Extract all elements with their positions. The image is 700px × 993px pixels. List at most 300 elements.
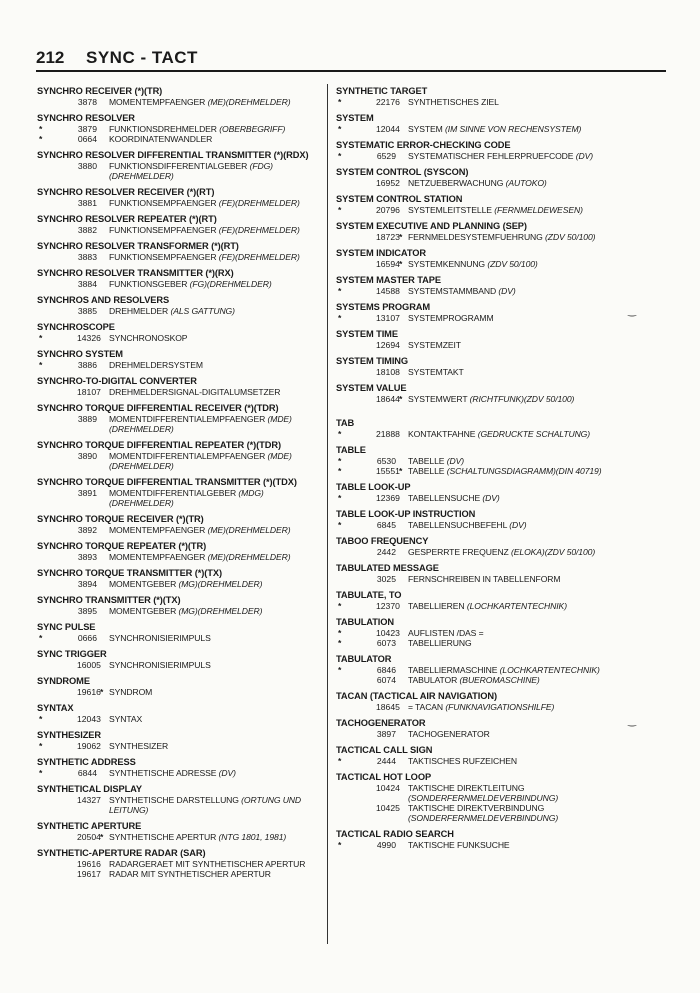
translation xyxy=(408,702,554,712)
entry-term: SYSTEM CONTROL (SYSCON) xyxy=(336,167,469,177)
dictionary-entry xyxy=(37,241,322,262)
translation-text: SYNCHRONISIERIMPULS xyxy=(109,632,211,643)
entry-term: SYNCHRO RESOLVER RECEIVER (*)(RT) xyxy=(37,187,215,197)
translation-line xyxy=(336,178,636,188)
translation-line xyxy=(336,675,636,685)
entry-term: TABOO FREQUENCY xyxy=(336,536,429,546)
usage-note: (DREHMELDER) xyxy=(109,460,174,471)
usage-note: (GEDRUCKTE SCHALTUNG) xyxy=(477,428,591,439)
translation-text: TABELLENSUCHE xyxy=(408,492,481,503)
translation xyxy=(109,859,305,869)
translation xyxy=(408,429,590,439)
usage-note: (SCHALTUNGSDIAGRAMM)(DIN 40719) xyxy=(446,465,602,476)
star-marker: * xyxy=(39,713,43,724)
usage-note: (DV) xyxy=(446,455,464,466)
star-marker: * xyxy=(399,231,403,242)
translation-line xyxy=(336,638,636,648)
translation-text: SYSTEM xyxy=(408,123,443,134)
translation-text: TABELLE xyxy=(408,455,445,466)
translation xyxy=(408,493,500,503)
translation xyxy=(109,832,286,842)
translation xyxy=(408,601,567,611)
entry-number: 6074 xyxy=(376,674,396,685)
usage-note: (DREHMELDER) xyxy=(109,423,174,434)
entry-term: TABLE LOOK-UP INSTRUCTION xyxy=(336,509,476,519)
entry-number: 3889 xyxy=(77,413,97,424)
translation xyxy=(109,424,174,434)
entry-number: 20504 xyxy=(77,831,101,842)
translation xyxy=(408,675,540,685)
translation xyxy=(109,488,264,498)
translation-text: FUNKTIONSDIFFERENTIALGEBER xyxy=(109,160,248,171)
dictionary-entry xyxy=(336,383,636,404)
dictionary-entry xyxy=(336,482,636,503)
entry-number: 19616 xyxy=(77,858,101,869)
translation xyxy=(109,633,211,643)
dictionary-entry xyxy=(37,649,322,670)
dictionary-entry xyxy=(37,757,322,778)
translation-line xyxy=(336,813,636,823)
entry-term: SYNCHROSCOPE xyxy=(37,322,115,332)
translation-line xyxy=(336,601,636,611)
entry-number: 12370 xyxy=(376,600,400,611)
dictionary-entry xyxy=(37,187,322,208)
usage-note: (ELOKA)(ZDV 50/100) xyxy=(511,546,596,557)
entry-number: 6846 xyxy=(376,664,396,675)
translation-line xyxy=(336,151,636,161)
entry-term: SYSTEM EXECUTIVE AND PLANNING (SEP) xyxy=(336,221,527,231)
translation xyxy=(109,97,290,107)
translation-line xyxy=(336,259,636,269)
usage-note: (MG)(DREHMELDER) xyxy=(178,605,263,616)
translation xyxy=(109,252,300,262)
dictionary-entry xyxy=(37,703,322,724)
translation xyxy=(109,498,174,508)
star-marker: * xyxy=(338,312,342,323)
translation xyxy=(408,456,464,466)
entry-term: SYNTHETICAL DISPLAY xyxy=(37,784,143,794)
star-marker: * xyxy=(338,428,342,439)
dictionary-entry xyxy=(37,676,322,697)
dictionary-entry xyxy=(37,821,322,842)
translation xyxy=(408,638,472,648)
translation-text: SYSTEMKENNUNG xyxy=(408,258,486,269)
usage-note: (OBERBEGRIFF) xyxy=(219,123,286,134)
usage-note: (ALS GATTUNG) xyxy=(170,305,235,316)
translation-text: TAKTISCHE FUNKSUCHE xyxy=(408,839,510,850)
translation xyxy=(109,687,152,697)
translation-line xyxy=(336,232,636,242)
translation xyxy=(408,97,499,107)
entry-term: SYNCHRO RESOLVER xyxy=(37,113,135,123)
entry-term: SYSTEM CONTROL STATION xyxy=(336,194,463,204)
dictionary-entry xyxy=(37,376,322,397)
entry-term: SYSTEM TIMING xyxy=(336,356,409,366)
usage-note: (ME)(DREHMELDER) xyxy=(207,96,291,107)
usage-note: (DV) xyxy=(482,492,500,503)
right-column xyxy=(336,86,636,856)
usage-note: (AUTOKO) xyxy=(505,177,547,188)
dictionary-entry xyxy=(336,275,636,296)
star-marker: * xyxy=(399,465,403,476)
translation-text: SYSTEMTAKT xyxy=(408,366,464,377)
translation-text: SYSTEMLEITSTELLE xyxy=(408,204,492,215)
translation-text: SYNTHESIZER xyxy=(109,740,169,751)
dictionary-entry xyxy=(37,477,322,508)
entry-number: 19062 xyxy=(77,740,101,751)
entry-number: 13107 xyxy=(376,312,400,323)
entry-term: SYNTHETIC ADDRESS xyxy=(37,757,136,767)
translation-text: MOMENTGEBER xyxy=(109,578,177,589)
translation-text: DREHMELDER xyxy=(109,305,169,316)
entry-term: SYNC PULSE xyxy=(37,622,96,632)
entry-number: 3886 xyxy=(77,359,97,370)
page-header xyxy=(36,48,666,72)
translation-line xyxy=(336,313,636,323)
usage-note: (FE)(DREHMELDER) xyxy=(218,197,300,208)
translation-text: SYNTHETISCHES ZIEL xyxy=(408,96,499,107)
translation-line xyxy=(336,124,636,134)
translation-text: SYNCHRONISIERIMPULS xyxy=(109,659,211,670)
translation xyxy=(109,606,262,616)
translation-line xyxy=(37,687,322,697)
star-marker: * xyxy=(39,767,43,778)
translation-text: TABELLE xyxy=(408,465,445,476)
dictionary-entry xyxy=(37,568,322,589)
translation-line xyxy=(37,714,322,724)
translation-text: SYNTAX xyxy=(109,713,143,724)
star-marker: * xyxy=(399,258,403,269)
translation xyxy=(109,525,290,535)
translation-text: TAKTISCHE DIREKTVERBINDUNG xyxy=(408,802,545,813)
entry-number: 0664 xyxy=(77,133,97,144)
translation xyxy=(109,741,168,751)
entry-term: SYNCHRO TRANSMITTER (*)(TX) xyxy=(37,595,181,605)
entry-term: SYSTEM xyxy=(336,113,374,123)
translation-line xyxy=(336,367,636,377)
dictionary-entry xyxy=(336,772,636,823)
translation xyxy=(109,805,148,815)
dictionary-entry xyxy=(336,654,636,685)
translation-line xyxy=(336,286,636,296)
entry-term: SYNCHRO RESOLVER REPEATER (*)(RT) xyxy=(37,214,217,224)
entry-number: 22176 xyxy=(376,96,400,107)
translation-line xyxy=(37,134,322,144)
translation-line xyxy=(37,451,322,461)
translation-line xyxy=(336,340,636,350)
usage-note: (ZDV 50/100) xyxy=(545,231,596,242)
translation-text: SYSTEMWERT xyxy=(408,393,468,404)
translation-text: MOMENTDIFFERENTIALEMPFAENGER xyxy=(109,413,266,424)
usage-note: (FE)(DREHMELDER) xyxy=(218,251,300,262)
entry-term: TABULATED MESSAGE xyxy=(336,563,439,573)
entry-term: SYNDROME xyxy=(37,676,90,686)
translation-text: FUNKTIONSEMPFAENGER xyxy=(109,251,217,262)
translation-text: SYNDROM xyxy=(109,686,153,697)
translation xyxy=(408,783,524,793)
translation xyxy=(408,520,527,530)
translation-line xyxy=(37,360,322,370)
translation-line xyxy=(336,547,636,557)
entry-number: 3893 xyxy=(77,551,97,562)
usage-note: (LOCHKARTENTECHNIK) xyxy=(499,664,600,675)
entry-number: 18723 xyxy=(376,231,400,242)
entry-number: 3883 xyxy=(77,251,97,262)
entry-number: 16005 xyxy=(77,659,101,670)
translation xyxy=(109,660,211,670)
dictionary-entry xyxy=(336,248,636,269)
entry-number: 2444 xyxy=(376,755,396,766)
translation-line xyxy=(37,498,322,508)
usage-note: (SONDERFERNMELDEVERBINDUNG) xyxy=(408,792,559,803)
page-number: 212 xyxy=(36,48,65,67)
translation-line xyxy=(37,606,322,616)
translation-text: SYNCHRONOSKOP xyxy=(109,332,188,343)
translation-line xyxy=(37,525,322,535)
translation-text: SYNTHETISCHE ADRESSE xyxy=(109,767,217,778)
translation xyxy=(408,547,595,557)
translation-line xyxy=(37,660,322,670)
entry-number: 3878 xyxy=(77,96,97,107)
translation-line xyxy=(37,171,322,181)
translation-text: KOORDINATENWANDLER xyxy=(109,133,213,144)
dictionary-entry xyxy=(336,302,636,323)
entry-term: SYSTEM TIME xyxy=(336,329,398,339)
dictionary-entry xyxy=(37,113,322,144)
star-marker: * xyxy=(100,831,104,842)
usage-note: LEITUNG) xyxy=(109,804,149,815)
column-divider xyxy=(327,84,328,944)
translation-line xyxy=(336,429,636,439)
translation-line xyxy=(37,859,322,869)
usage-note: (ME)(DREHMELDER) xyxy=(207,524,291,535)
entry-term: SYNC TRIGGER xyxy=(37,649,107,659)
entry-number: 14326 xyxy=(77,332,101,343)
translation-text: MOMENTEMPFAENGER xyxy=(109,524,206,535)
translation xyxy=(408,151,593,161)
translation-text: FERNSCHREIBEN IN TABELLENFORM xyxy=(408,573,561,584)
entry-number: 16594 xyxy=(376,258,400,269)
entry-term: TABULATION xyxy=(336,617,395,627)
entry-number: 3890 xyxy=(77,450,97,461)
usage-note: (SONDERFERNMELDEVERBINDUNG) xyxy=(408,812,559,823)
translation-text: MOMENTEMPFAENGER xyxy=(109,551,206,562)
dictionary-entry xyxy=(37,295,322,316)
usage-note: (FUNKNAVIGATIONSHILFE) xyxy=(445,701,555,712)
translation xyxy=(408,259,538,269)
translation-line xyxy=(336,466,636,476)
entry-number: 4990 xyxy=(376,839,396,850)
usage-note: (BUEROMASCHINE) xyxy=(459,674,540,685)
translation xyxy=(109,461,174,471)
entry-number: 3895 xyxy=(77,605,97,616)
dictionary-entry xyxy=(37,403,322,434)
translation-text: RADARGERAET MIT SYNTHETISCHER APERTUR xyxy=(109,858,306,869)
usage-note: (RICHTFUNK)(ZDV 50/100) xyxy=(469,393,575,404)
entry-number: 3025 xyxy=(376,573,396,584)
translation-text: NETZUEBERWACHUNG xyxy=(408,177,504,188)
star-marker: * xyxy=(338,123,342,134)
section-gap xyxy=(336,410,636,418)
translation xyxy=(109,552,290,562)
dictionary-entry xyxy=(336,445,636,476)
translation xyxy=(408,394,574,404)
translation xyxy=(109,333,187,343)
entry-number: 10423 xyxy=(376,627,400,638)
translation-text: MOMENTDIFFERENTIALEMPFAENGER xyxy=(109,450,266,461)
translation-line xyxy=(37,741,322,751)
entry-number: 16952 xyxy=(376,177,400,188)
entry-number: 3885 xyxy=(77,305,97,316)
dictionary-entry xyxy=(37,440,322,471)
entry-number: 18107 xyxy=(77,386,101,397)
entry-number: 3891 xyxy=(77,487,97,498)
translation-text: RADAR MIT SYNTHETISCHER APERTUR xyxy=(109,868,271,879)
translation xyxy=(109,414,292,424)
translation xyxy=(408,574,560,584)
translation-text: SYSTEMZEIT xyxy=(408,339,461,350)
entry-number: 18108 xyxy=(376,366,400,377)
translation-line xyxy=(336,783,636,793)
translation xyxy=(109,451,292,461)
usage-note: (ME)(DREHMELDER) xyxy=(207,551,291,562)
page-title: SYNC - TACT xyxy=(86,48,198,67)
translation xyxy=(109,579,262,589)
usage-note: (FERNMELDEWESEN) xyxy=(494,204,583,215)
entry-term: SYNCHRO RESOLVER TRANSMITTER (*)(RX) xyxy=(37,268,234,278)
entry-number: 19617 xyxy=(77,868,101,879)
entry-number: 3882 xyxy=(77,224,97,235)
translation xyxy=(408,628,484,638)
translation-text: TABELLIERMASCHINE xyxy=(408,664,498,675)
dictionary-entry xyxy=(336,617,636,648)
dictionary-entry xyxy=(336,590,636,611)
dictionary-entry xyxy=(37,541,322,562)
translation-line xyxy=(336,97,636,107)
translation-line xyxy=(336,729,636,739)
translation xyxy=(408,286,516,296)
star-marker: * xyxy=(39,133,43,144)
translation xyxy=(109,161,273,171)
entry-number: 6530 xyxy=(376,455,396,466)
dictionary-entry xyxy=(336,536,636,557)
entry-term: SYNTHETIC APERTURE xyxy=(37,821,142,831)
star-marker: * xyxy=(338,637,342,648)
translation-line xyxy=(37,805,322,815)
usage-note: (FE)(DREHMELDER) xyxy=(218,224,300,235)
translation-text: TAKTISCHES RUFZEICHEN xyxy=(408,755,517,766)
translation-line xyxy=(37,832,322,842)
translation xyxy=(408,665,600,675)
usage-note: (LOCHKARTENTECHNIK) xyxy=(466,600,567,611)
translation-line xyxy=(37,461,322,471)
translation xyxy=(109,279,272,289)
entry-number: 6845 xyxy=(376,519,396,530)
star-marker: * xyxy=(338,204,342,215)
usage-note: (ZDV 50/100) xyxy=(487,258,538,269)
translation-line xyxy=(336,205,636,215)
entry-term: SYNCHRO TORQUE TRANSMITTER (*)(TX) xyxy=(37,568,222,578)
translation-text: SYSTEMSTAMMBAND xyxy=(408,285,497,296)
dictionary-entry xyxy=(336,718,636,739)
star-marker: * xyxy=(338,839,342,850)
entry-number: 14327 xyxy=(77,794,101,805)
star-marker: * xyxy=(338,285,342,296)
translation xyxy=(408,205,583,215)
usage-note: (DREHMELDER) xyxy=(109,497,174,508)
star-marker: * xyxy=(39,332,43,343)
entry-number: 14588 xyxy=(376,285,400,296)
translation-text: FUNKTIONSGEBER xyxy=(109,278,188,289)
margin-mark: ‿ xyxy=(628,306,637,317)
star-marker: * xyxy=(338,150,342,161)
entry-term: SYNCHRO RESOLVER DIFFERENTIAL TRANSMITTER (*)(RDX) xyxy=(37,150,309,160)
translation-text: SYSTEMATISCHER FEHLERPRUEFCODE xyxy=(408,150,574,161)
dictionary-entry xyxy=(37,322,322,343)
translation-text: FUNKTIONSEMPFAENGER xyxy=(109,224,217,235)
translation-line xyxy=(336,793,636,803)
entry-number: 3881 xyxy=(77,197,97,208)
translation-text: TABELLIEREN xyxy=(408,600,465,611)
dictionary-entry xyxy=(37,514,322,535)
translation xyxy=(109,134,212,144)
translation-line xyxy=(37,579,322,589)
entry-number: 12044 xyxy=(376,123,400,134)
star-marker: * xyxy=(100,686,104,697)
entry-number: 0666 xyxy=(77,632,97,643)
dictionary-entry xyxy=(336,745,636,766)
entry-number: 15551 xyxy=(376,465,400,476)
translation-text: SYSTEMPROGRAMM xyxy=(408,312,494,323)
translation-line xyxy=(37,488,322,498)
translation xyxy=(408,313,494,323)
translation-line xyxy=(37,633,322,643)
dictionary-entry xyxy=(336,167,636,188)
entry-term: TACAN (TACTICAL AIR NAVIGATION) xyxy=(336,691,497,701)
translation-line xyxy=(37,768,322,778)
translation xyxy=(408,756,517,766)
left-column xyxy=(37,86,322,885)
entry-term: TABULATE, TO xyxy=(336,590,402,600)
dictionary-entry xyxy=(336,563,636,584)
entry-number: 21888 xyxy=(376,428,400,439)
translation xyxy=(109,869,271,879)
translation xyxy=(109,171,174,181)
dictionary-entry xyxy=(336,509,636,530)
translation-line xyxy=(336,456,636,466)
translation-line xyxy=(336,574,636,584)
entry-term: SYSTEM VALUE xyxy=(336,383,407,393)
usage-note: (DREHMELDER) xyxy=(109,170,174,181)
dictionary-entry xyxy=(37,349,322,370)
translation xyxy=(109,360,203,370)
translation-text: MOMENTDIFFERENTIALGEBER xyxy=(109,487,237,498)
usage-note: (DV) xyxy=(509,519,527,530)
entry-term: SYNCHRO TORQUE DIFFERENTIAL TRANSMITTER (*)(TDX) xyxy=(37,477,297,487)
entry-term: SYNCHRO RECEIVER (*)(TR) xyxy=(37,86,163,96)
translation-line xyxy=(37,795,322,805)
entry-term: SYNCHRO RESOLVER TRANSFORMER (*)(RT) xyxy=(37,241,239,251)
translation-line xyxy=(37,198,322,208)
translation-line xyxy=(37,279,322,289)
star-marker: * xyxy=(39,740,43,751)
entry-term: TABLE xyxy=(336,445,366,455)
translation xyxy=(408,367,464,377)
entry-term: SYSTEMATIC ERROR-CHECKING CODE xyxy=(336,140,511,150)
usage-note: (DV) xyxy=(575,150,593,161)
dictionary-entry xyxy=(336,86,636,107)
star-marker: * xyxy=(39,359,43,370)
